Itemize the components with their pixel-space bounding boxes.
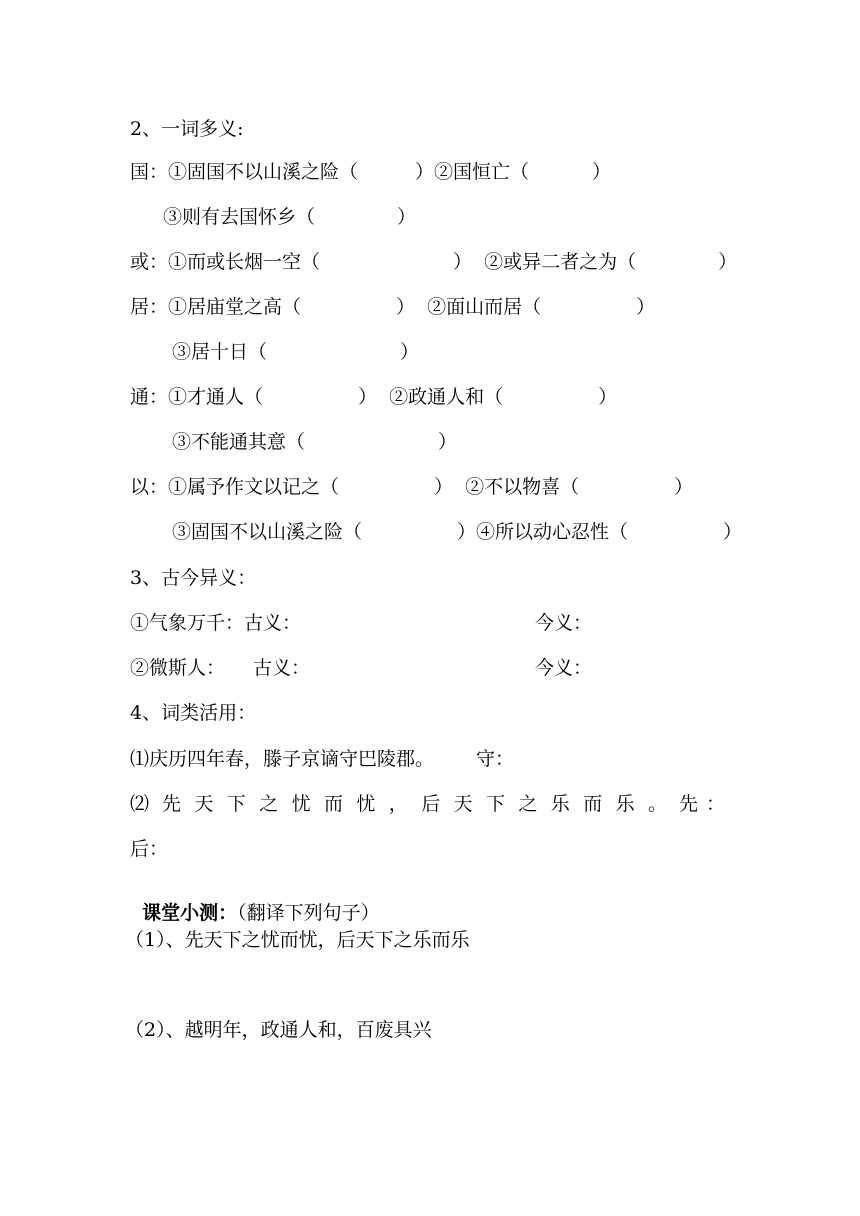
huoyong-item-2-char: 忧	[291, 793, 311, 815]
quiz-question-2: （2）、越明年，政通人和，百废具兴	[125, 1019, 432, 1041]
huoyong-item-2-continuation: 后：	[130, 838, 169, 860]
huoyong-item-2-char: 天	[194, 793, 214, 815]
gujin-item-1-now: 今义：	[535, 612, 593, 634]
huoyong-item-2-char: 天	[453, 793, 473, 815]
ju-line-1: 居：①居庙堂之高（ ） ②面山而居（ ）	[130, 296, 656, 318]
huoyong-item-2-char: 。	[648, 793, 668, 815]
gujin-item-2: ②微斯人：	[130, 657, 226, 679]
quiz-title: 课堂小测：	[142, 902, 238, 924]
huoyong-item-2-char: 乐	[615, 793, 635, 815]
yi-line-1: 以：①属予作文以记之（ ） ②不以物喜（ ）	[130, 476, 694, 498]
huoyong-item-2-char: ，	[388, 793, 408, 815]
section-3-heading: 3、古今异义：	[130, 567, 257, 589]
huoyong-item-2-char: 乐	[550, 793, 570, 815]
huo-line-1: 或：①而或长烟一空（ ） ②或异二者之为（ ）	[130, 251, 738, 273]
section-2-heading: 2、一词多义:	[130, 118, 244, 140]
huoyong-item-2-char: 之	[518, 793, 538, 815]
huoyong-item-2-char: 下	[226, 793, 246, 815]
huoyong-item-2-colon: ：	[706, 793, 726, 815]
guo-line-1: 国：①固国不以山溪之险（ ）②国恒亡（ ）	[130, 161, 612, 183]
ju-line-2: ③居十日（ ）	[172, 341, 420, 363]
gujin-item-1: ①气象万千：古义：	[130, 612, 302, 634]
quiz-heading	[130, 885, 380, 923]
huoyong-item-1-word: 守：	[476, 748, 515, 770]
huoyong-item-2-char: 而	[324, 793, 344, 815]
section-4-heading: 4、词类活用：	[130, 702, 257, 724]
tong-line-1: 通：①才通人（ ） ②政通人和（ ）	[130, 386, 618, 408]
tong-line-2: ③不能通其意（ ）	[172, 431, 458, 453]
huoyong-item-2-char: 之	[259, 793, 279, 815]
guo-line-2: ③则有去国怀乡（ ）	[163, 206, 417, 228]
yi-line-2: ③固国不以山溪之险（ ）④所以动心忍性（ ）	[172, 521, 743, 543]
huoyong-item-2-char: 而	[583, 793, 603, 815]
quiz-question-1: （1）、先天下之忧而忧，后天下之乐而乐	[125, 929, 470, 951]
huoyong-item-2-char: 先	[162, 793, 182, 815]
quiz-instruction: （翻译下列句子）	[237, 902, 380, 924]
huoyong-item-2-char: 下	[486, 793, 506, 815]
huoyong-item-2	[0, 795, 860, 821]
gujin-item-2-ancient: 古义：	[253, 657, 311, 679]
huoyong-item-2-word: 先	[679, 793, 699, 815]
huoyong-item-2-char: 后	[421, 793, 441, 815]
huoyong-item-2-number: ⑵	[130, 793, 150, 815]
huoyong-item-2-char: 忧	[356, 793, 376, 815]
gujin-item-2-now: 今义：	[535, 657, 593, 679]
huoyong-item-1: ⑴庆历四年春，滕子京谪守巴陵郡。	[130, 748, 435, 770]
